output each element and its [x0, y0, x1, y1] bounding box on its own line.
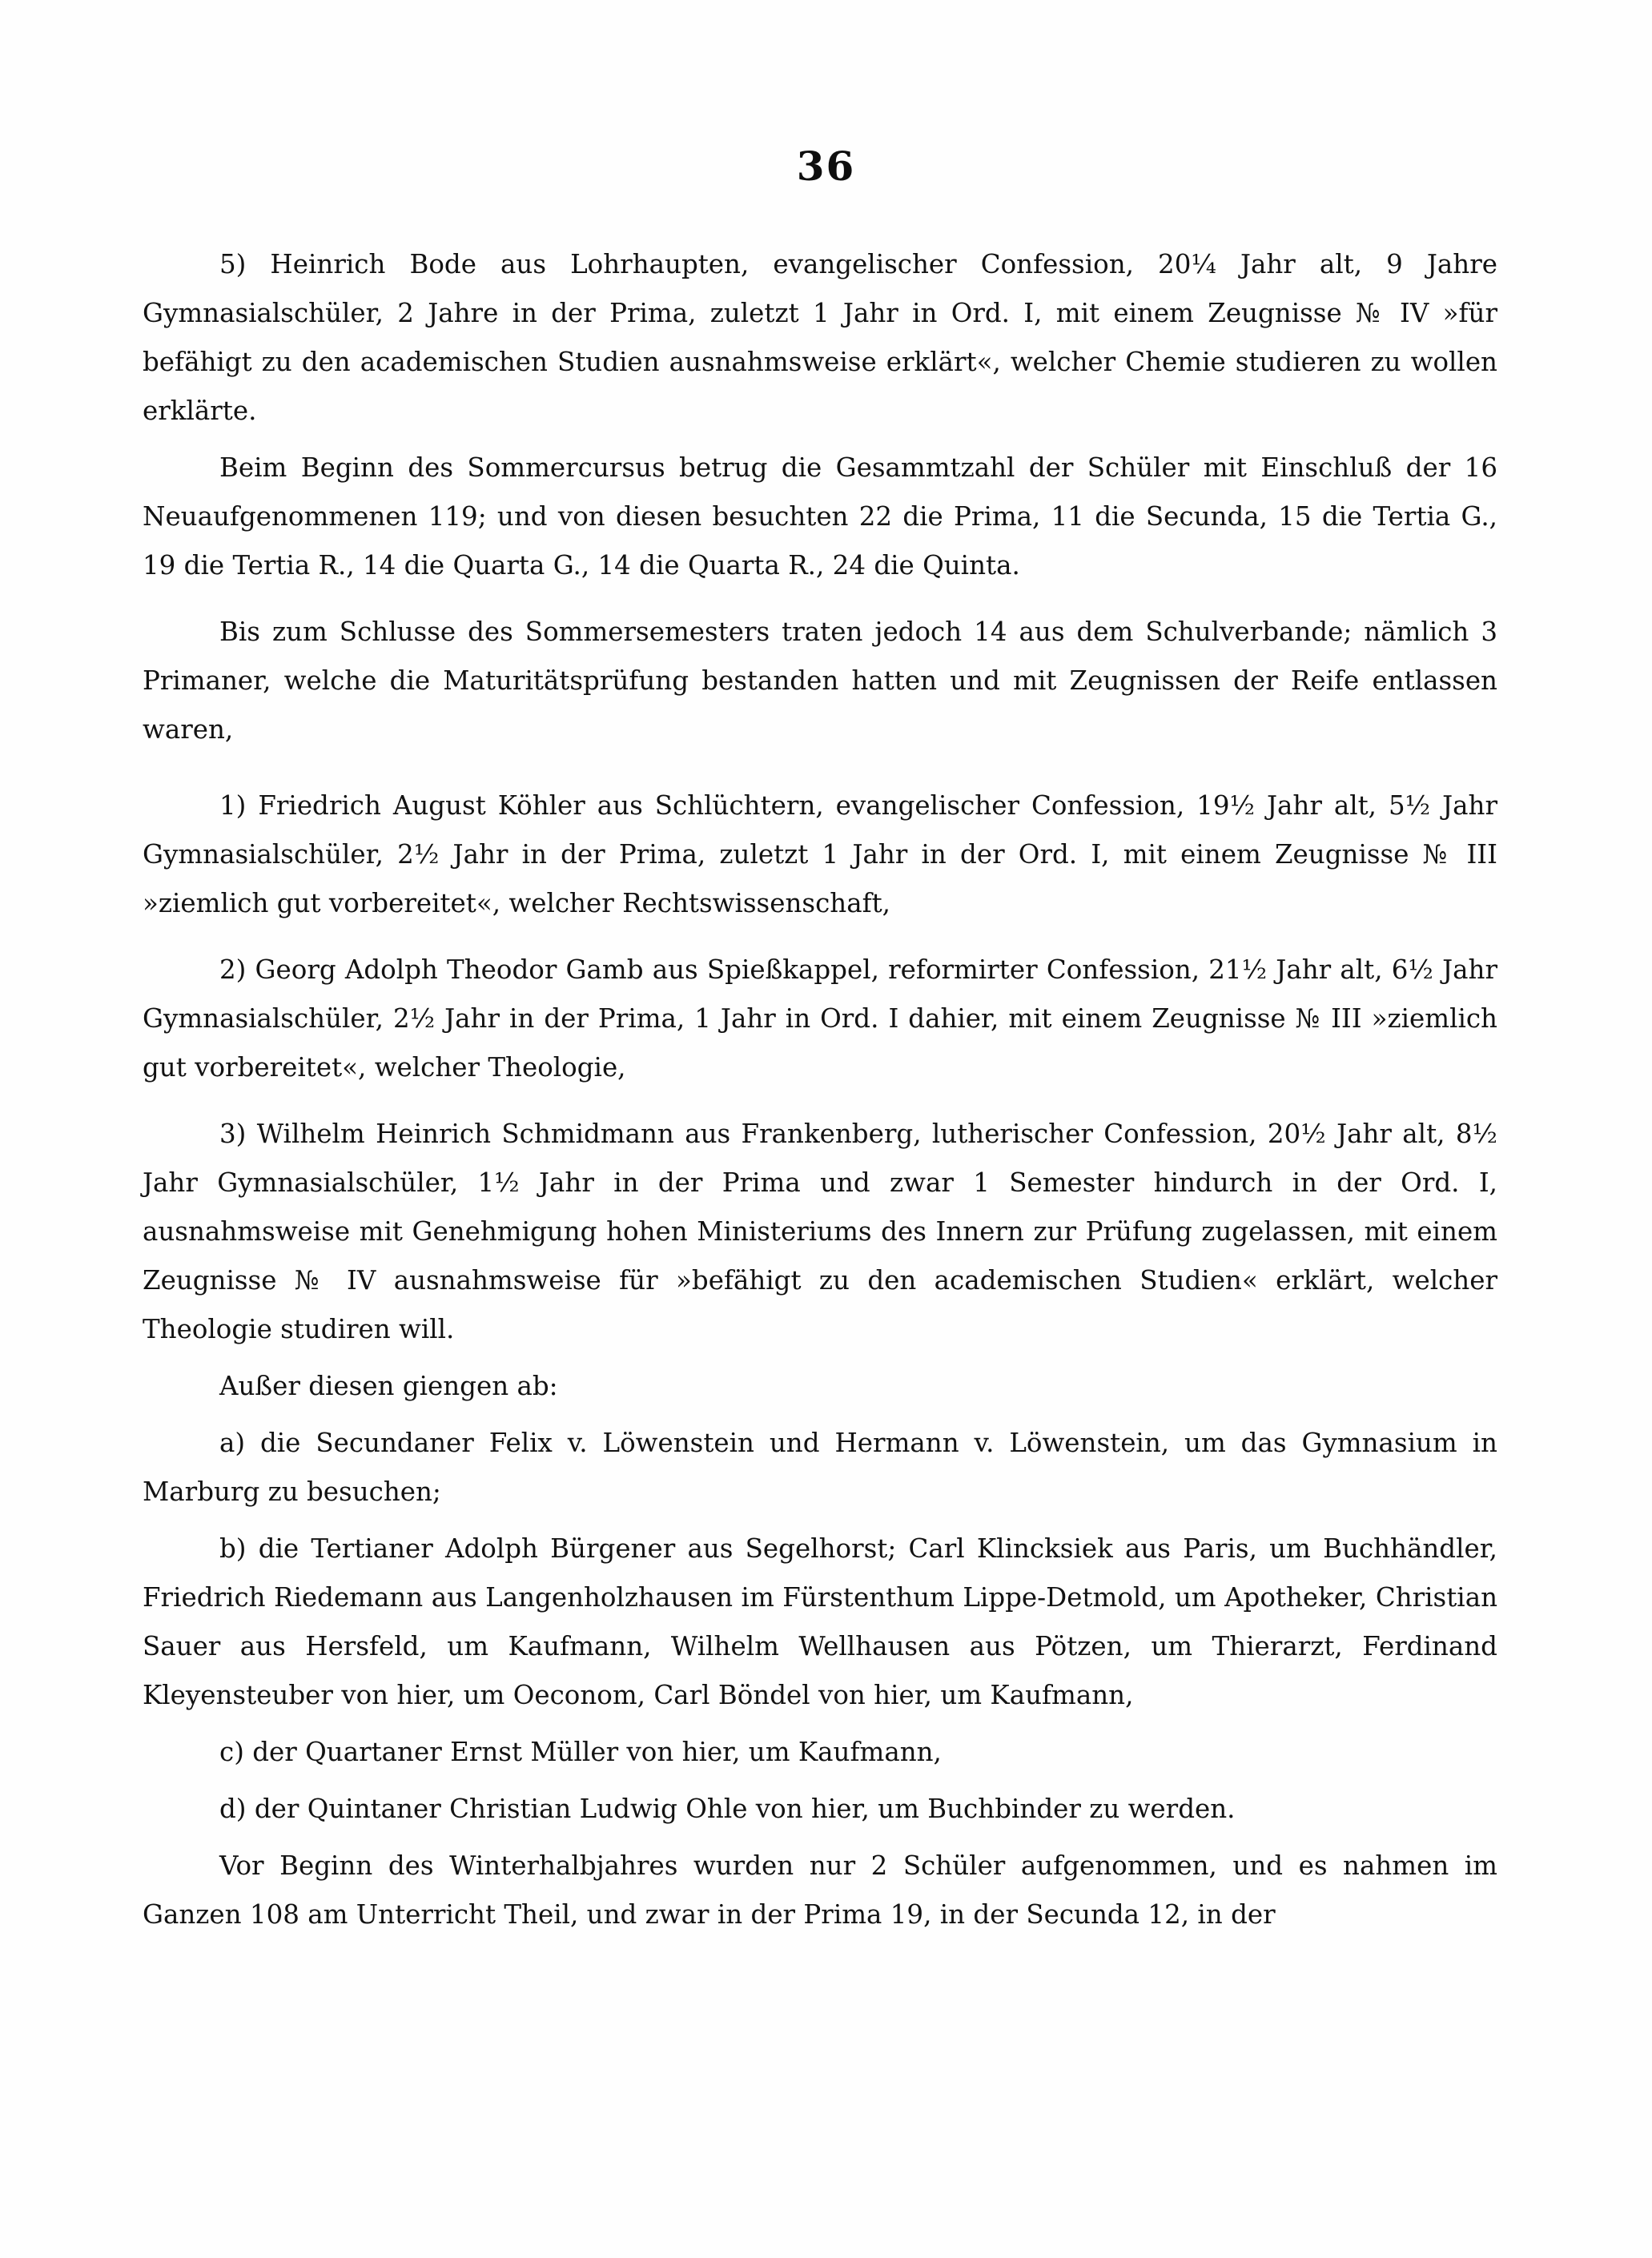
paragraph-graduate-5-bode: 5) Heinrich Bode aus Lohrhaupten, evangelischer Confession, 20¼ Jahr alt, 9 Jahre Gymnasialschüler, 2 Jahre in der Prima, zuletzt 1 Jahr in Ord. I, mit einem Zeugnisse № IV »für befähigt zu den academischen Studien ausnahmsweise erklärt«, welcher Chemie studieren zu wollen erklärte. [143, 249, 1497, 426]
paragraph-departures-quartaner: c) der Quartaner Ernst Müller von hier, um Kaufmann, [219, 1737, 942, 1767]
paragraph-departures-intro: Bis zum Schlusse des Sommersemesters traten jedoch 14 aus dem Schulverbande; nämlich 3 Primaner, welche die Maturitätsprüfung bestanden hatten und mit Zeugnissen der Reife entlassen waren, [143, 617, 1497, 745]
paragraph-other-departures-intro: Außer diesen giengen ab: [219, 1371, 558, 1401]
paragraph-winter-enrollment: Vor Beginn des Winterhalbjahres wurden nur 2 Schüler aufgenommen, und es nahmen im Ganzen 108 am Unterricht Theil, und zwar in der Prima 19, in der Secunda 12, in der [143, 1850, 1497, 1930]
paragraph-summer-enrollment: Beim Beginn des Sommercursus betrug die Gesammtzahl der Schüler mit Einschluß der 16 Neuaufgenommenen 119; und von diesen besuchten 22 die Prima, 11 die Secunda, 15 die Tertia G., 19 die Tertia R., 14 die Quarta G., 14 die Quarta R., 24 die Quinta. [143, 452, 1497, 581]
paragraph-graduate-3-schmidmann: 3) Wilhelm Heinrich Schmidmann aus Frankenberg, lutherischer Confession, 20½ Jahr alt, 8½ Jahr Gymnasialschüler, 1½ Jahr in der Prima und zwar 1 Semester hindurch in der Ord. I, ausnahmsweise mit Genehmigung hohen Ministeriums des Innern zur Prüfung zugelassen, mit einem Zeugnisse № IV ausnahmsweise für »befähigt zu den academischen Studien« erklärt, welcher Theologie studiren will. [143, 1119, 1497, 1344]
paragraph-departures-quintaner: d) der Quintaner Christian Ludwig Ohle von hier, um Buchbinder zu werden. [219, 1794, 1236, 1824]
paragraph-graduate-2-gamb: 2) Georg Adolph Theodor Gamb aus Spießkappel, reformirter Confession, 21½ Jahr alt, 6½ Jahr Gymnasialschüler, 2½ Jahr in der Prima, 1 Jahr in Ord. I dahier, mit einem Zeugnisse № III »ziemlich gut vorbereitet«, welcher Theologie, [143, 954, 1497, 1083]
body-text [143, 240, 1497, 1939]
paragraph-graduate-1-koehler: 1) Friedrich August Köhler aus Schlüchtern, evangelischer Confession, 19½ Jahr alt, 5½ Jahr Gymnasialschüler, 2½ Jahr in der Prima, zuletzt 1 Jahr in der Ord. I, mit einem Zeugnisse № III »ziemlich gut vorbereitet«, welcher Rechtswissenschaft, [143, 790, 1497, 918]
paragraph-departures-secundaner: a) die Secundaner Felix v. Löwenstein und Hermann v. Löwenstein, um das Gymnasium in Marburg zu besuchen; [143, 1428, 1497, 1507]
paragraph-departures-tertianer: b) die Tertianer Adolph Bürgener aus Segelhorst; Carl Klincksiek aus Paris, um Buchhändler, Friedrich Riedemann aus Langenholzhausen im Fürstenthum Lippe-Detmold, um Apotheker, Christian Sauer aus Hersfeld, um Kaufmann, Wilhelm Wellhausen aus Pötzen, um Thierarzt, Ferdinand Kleyensteuber von hier, um Oeconom, Carl Böndel von hier, um Kaufmann, [143, 1533, 1497, 1710]
page-number: 36 [796, 143, 856, 190]
